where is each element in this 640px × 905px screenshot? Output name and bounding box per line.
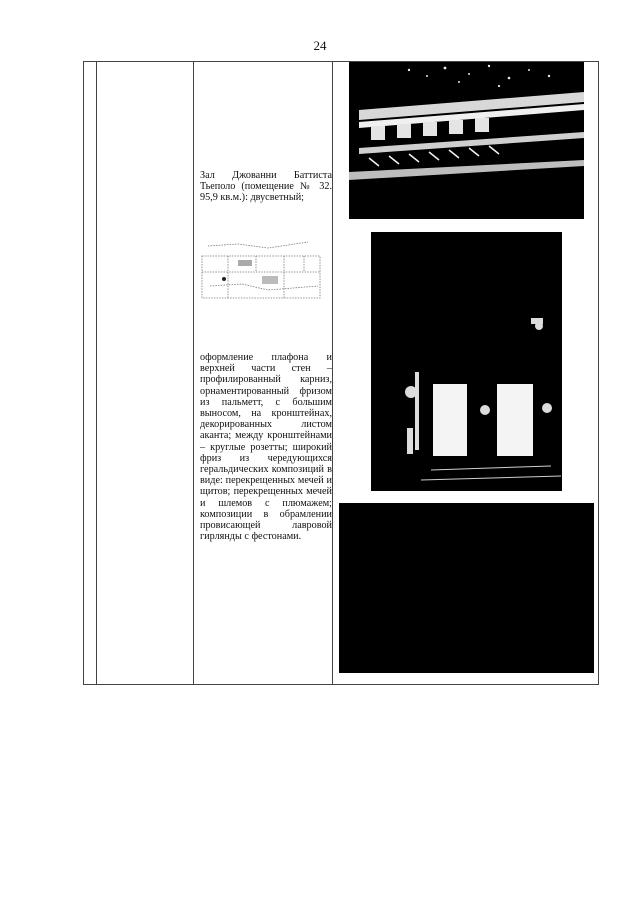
- dark-interior-photo: [339, 503, 594, 673]
- column-divider-1: [96, 62, 97, 684]
- column-divider-2: [193, 62, 194, 684]
- room-title: Зал Джованни Баттиста Тьеполо (помещение № 32. 95,9 кв.м.): двусветный;: [200, 170, 332, 204]
- page-number: 24: [313, 38, 327, 53]
- column-divider-3: [332, 62, 333, 684]
- hall-windows-photo: [371, 232, 562, 491]
- cornice-detail-photo: [349, 62, 584, 219]
- heritage-table: [83, 61, 599, 685]
- room-description: оформление плафона и верхней части стен – профилированный карниз, орнаментированный фризом из пальметт, с большим выносом, на кронштейнах, декорированных листом аканта; между кронштейнами – круглые розетты; широкий фриз из чередующихся геральдических композиций в виде: перекрещенных мечей и щитов; перекрещенных мечей и шлемов с плюмажем; композиции в обрамлении провисающей лавровой гирлянды с фестонами.: [200, 352, 332, 543]
- floor-plan-sketch: [198, 236, 326, 308]
